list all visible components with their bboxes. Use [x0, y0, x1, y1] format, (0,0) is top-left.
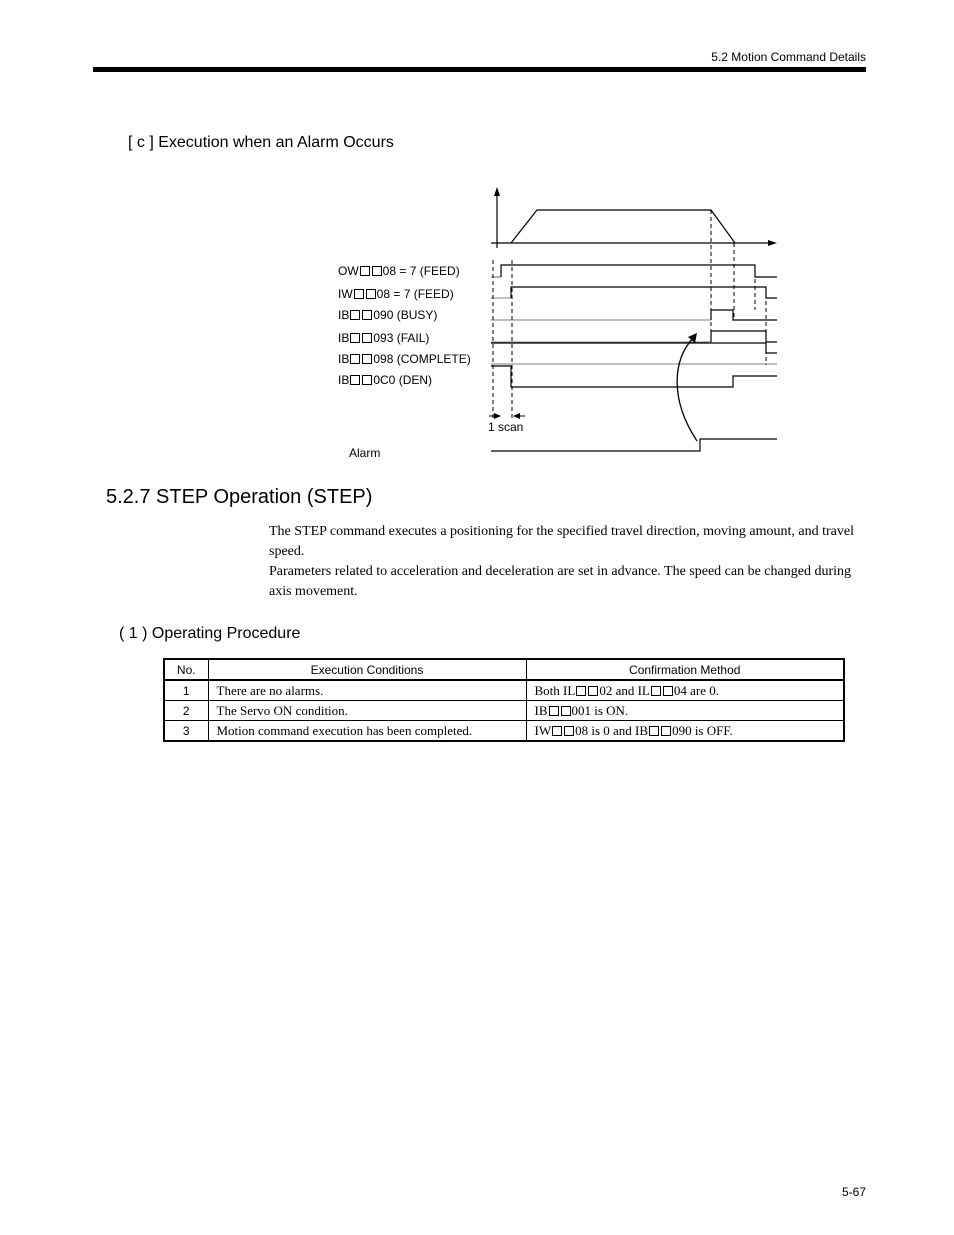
velocity-profile: [511, 210, 735, 243]
table-row: [164, 721, 844, 742]
complete-waveform: [491, 343, 777, 353]
row-number: 2: [164, 701, 208, 721]
table-header-row: [164, 659, 844, 680]
procedure-heading: ( 1 ) Operating Procedure: [119, 625, 301, 642]
section-description: [269, 522, 859, 602]
table-row: [164, 701, 844, 721]
page-number: 5-67: [841, 1185, 866, 1199]
iw08-waveform: [511, 287, 777, 298]
column-header-conditions: Execution Conditions: [208, 659, 526, 680]
scan-label: 1 scan: [488, 420, 524, 434]
procedure-table: [163, 658, 845, 742]
x-axis-arrowhead: [768, 240, 777, 246]
row-number: 3: [164, 721, 208, 742]
column-header-confirmation: Confirmation Method: [526, 659, 844, 680]
row-confirmation: IW 08 is 0 and IB 090 is OFF.: [526, 721, 844, 742]
paragraph-1: The STEP command executes a positioning for the specified travel direction, moving amount, and travel speed.: [269, 524, 854, 559]
row-number: 1: [164, 680, 208, 701]
signal-label-fail: IB 093 (FAIL): [338, 331, 430, 345]
alarm-waveform: [491, 439, 777, 451]
signal-label-den: IB 0C0 (DEN): [338, 373, 433, 387]
row-condition: Motion command execution has been completed.: [208, 721, 526, 742]
signal-label-busy: IB 090 (BUSY): [338, 308, 438, 322]
row-condition: The Servo ON condition.: [208, 701, 526, 721]
den-waveform: [491, 366, 777, 387]
scan-arrow-right: [494, 413, 501, 419]
signal-label-complete: IB 098 (COMPLETE): [338, 352, 471, 366]
signal-label-iw08: IW 08 = 7 (FEED): [338, 287, 454, 301]
alarm-label: Alarm: [349, 446, 381, 460]
table-row: [164, 680, 844, 701]
signal-label-ow08: OW 08 = 7 (FEED): [338, 264, 460, 278]
alarm-to-fail-arrow: [677, 337, 697, 441]
section-title: 5.2.7 STEP Operation (STEP): [106, 486, 373, 508]
column-header-no: No.: [164, 659, 208, 680]
scan-arrow-left: [513, 413, 520, 419]
fail-waveform: [711, 331, 777, 342]
ow08-waveform: [501, 265, 777, 277]
row-confirmation: Both IL 02 and IL 04 are 0.: [526, 680, 844, 701]
timing-diagram: [0, 0, 954, 480]
busy-waveform: [711, 310, 777, 320]
running-header: 5.2 Motion Command Details: [711, 50, 866, 64]
paragraph-2: Parameters related to acceleration and deceleration are set in advance. The speed can be changed during axis movement.: [269, 564, 852, 599]
row-condition: There are no alarms.: [208, 680, 526, 701]
subsection-heading: [ c ] Execution when an Alarm Occurs: [128, 134, 394, 151]
y-axis-arrowhead: [494, 187, 500, 196]
row-confirmation: IB 001 is ON.: [526, 701, 844, 721]
